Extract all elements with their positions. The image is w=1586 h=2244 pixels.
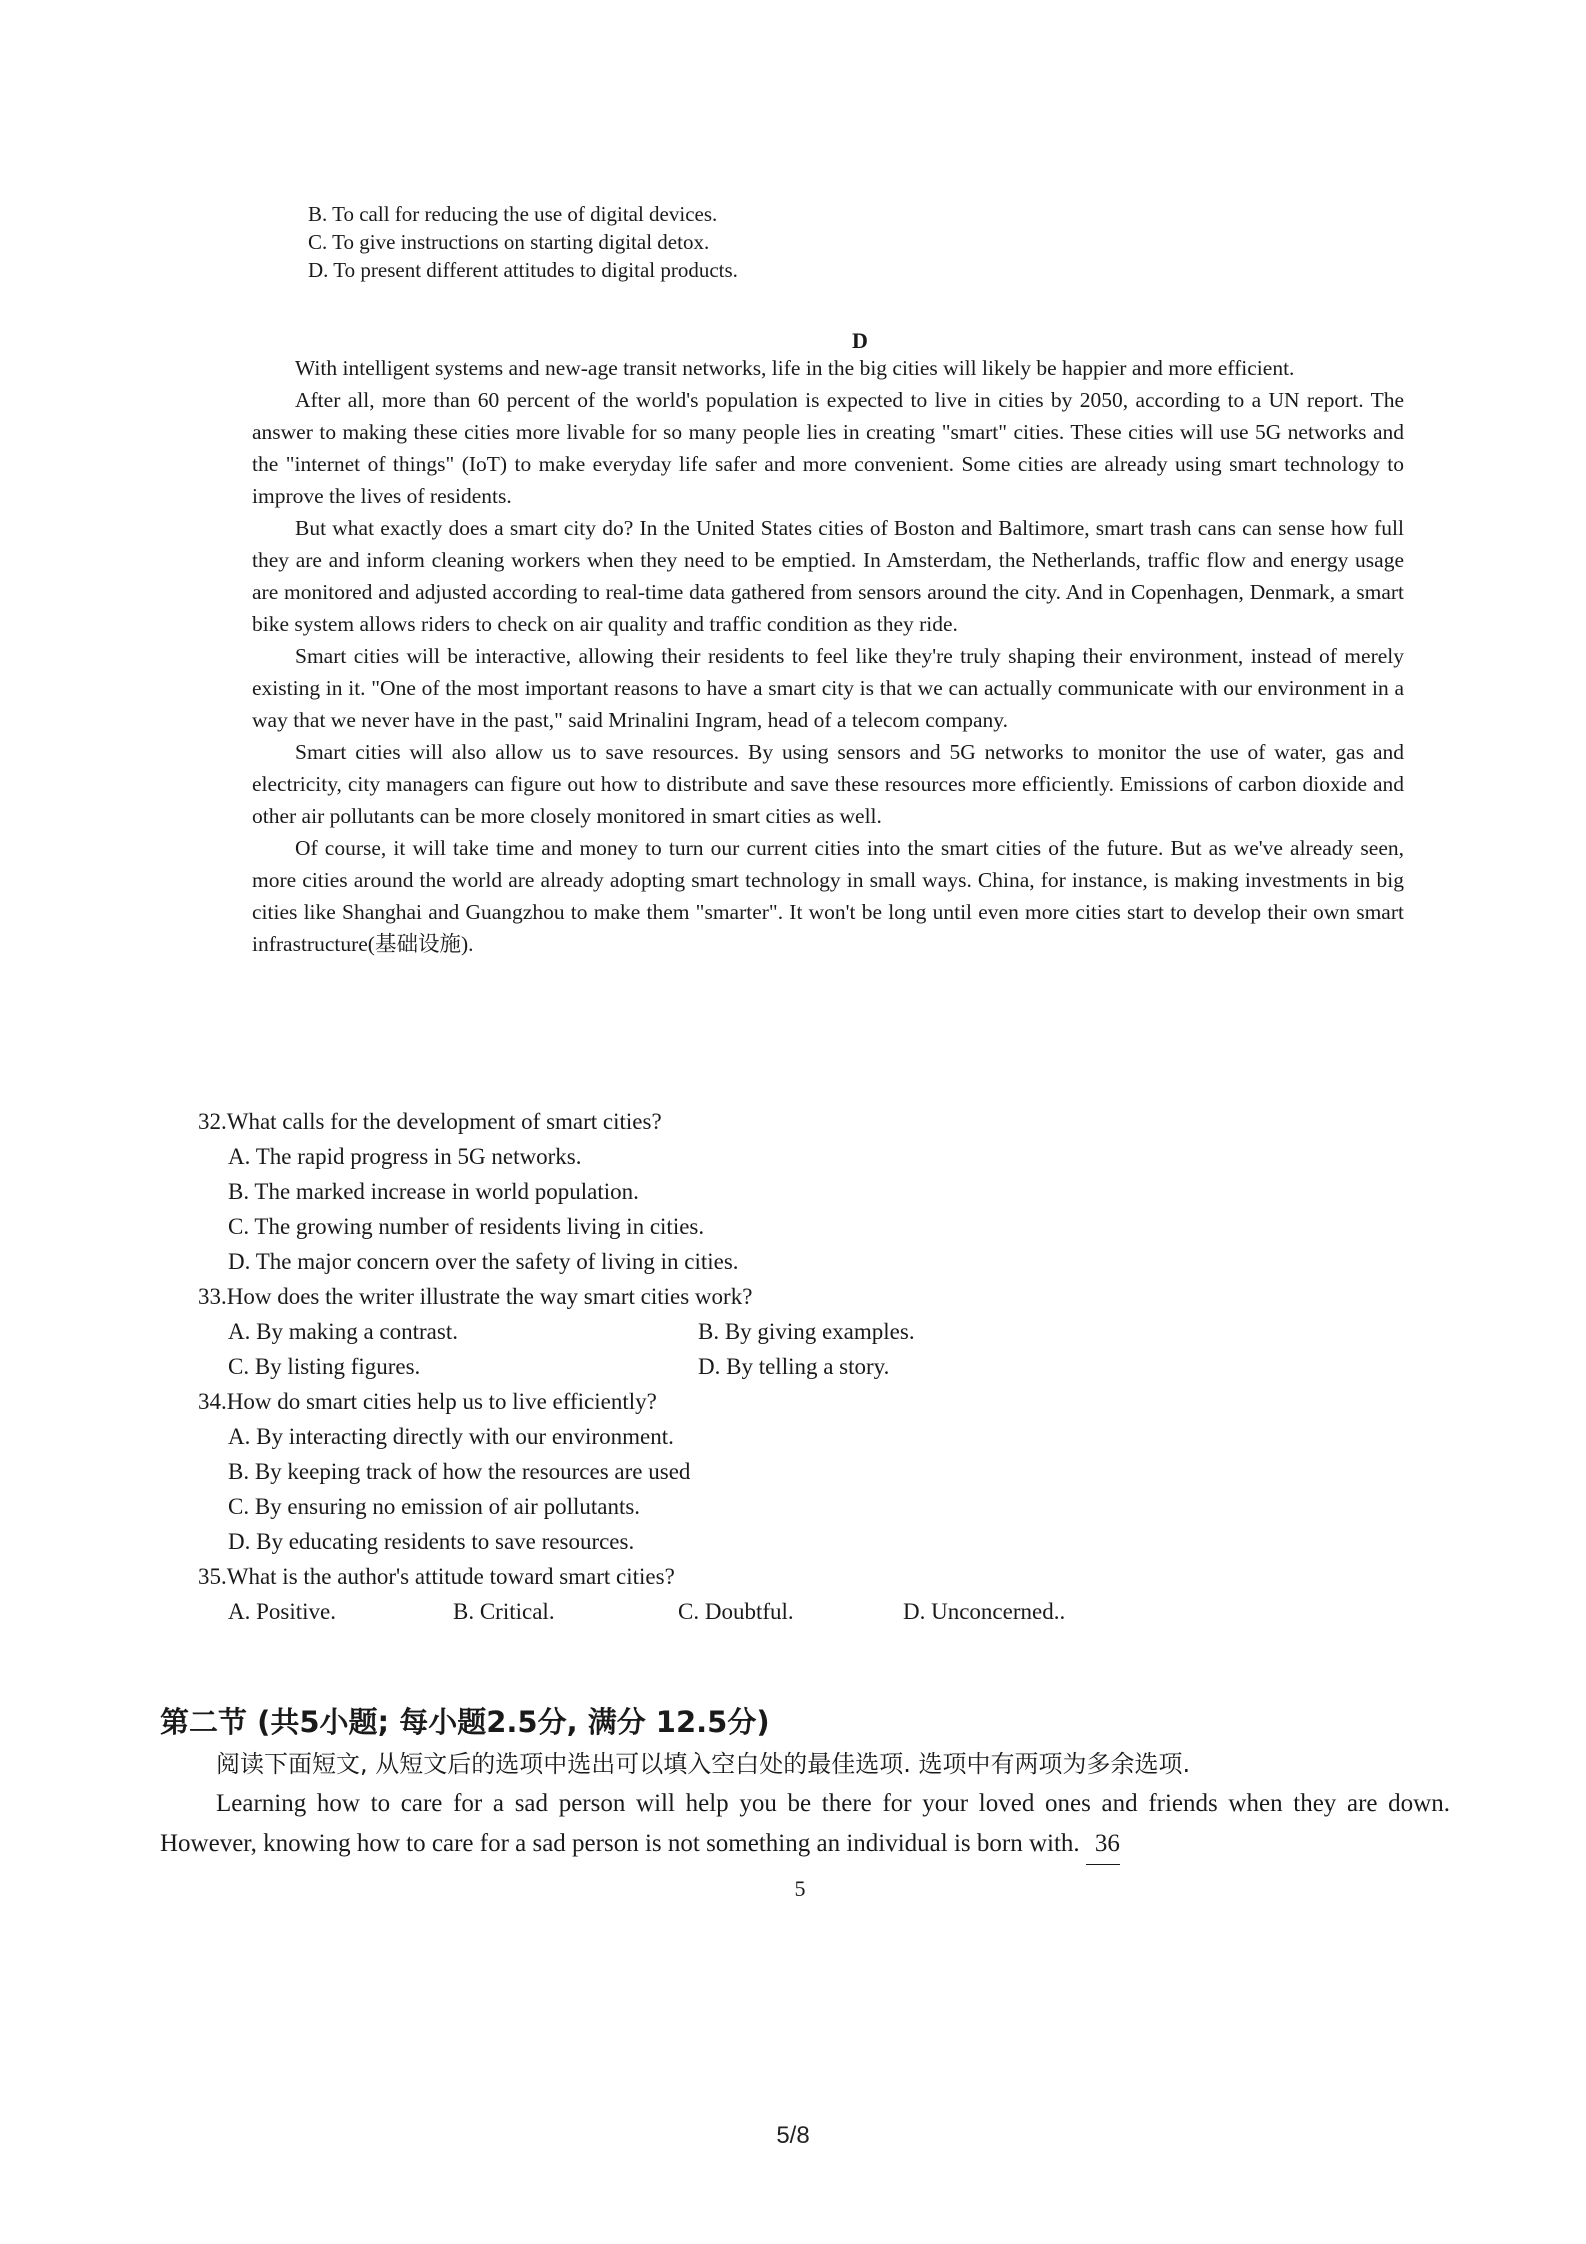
option-d: D. The major concern over the safety of living in cities. xyxy=(228,1249,739,1274)
option-row xyxy=(198,1314,1398,1349)
question-32 xyxy=(198,1104,1398,1279)
section-two xyxy=(160,1700,1450,1865)
option-c: C. The growing number of residents living in cities. xyxy=(228,1214,705,1239)
paragraph-6: Of course, it will take time and money to turn our current cities into the smart cities of the future. But as we've already seen, more cities around the world are already adopting smart technology in small ways. China, for instance, is making investments in big cities like Shanghai and Guangzhou to make them "smarter". It won't be long until even more cities start to develop their own smart infrastructure(基础设施). xyxy=(252,836,1404,956)
option-a: A. Positive. xyxy=(228,1599,336,1624)
section-title: 第二节 (共5小题; 每小题2.5分, 满分 12.5分) xyxy=(160,1705,770,1739)
question-35 xyxy=(198,1559,1398,1629)
question-34 xyxy=(198,1384,1398,1559)
question-list xyxy=(198,1104,1398,1629)
option-b: B. To call for reducing the use of digital devices. xyxy=(308,202,718,226)
question-stem: 32.What calls for the development of smart cities? xyxy=(198,1109,662,1134)
option-b: B. By keeping track of how the resources are used xyxy=(228,1459,691,1484)
option-row xyxy=(198,1349,1398,1384)
paragraph-5: Smart cities will also allow us to save resources. By using sensors and 5G networks to monitor the use of water, gas and electricity, city managers can figure out how to distribute and save these resources more efficiently. Emissions of carbon dioxide and other air pollutants can be more closely monitored in smart cities as well. xyxy=(252,740,1404,828)
option-b: B. The marked increase in world population. xyxy=(228,1179,639,1204)
option-c: C. By ensuring no emission of air pollutants. xyxy=(228,1494,641,1519)
option-d: D. By educating residents to save resources. xyxy=(228,1529,635,1554)
option-a: A. The rapid progress in 5G networks. xyxy=(228,1144,582,1169)
section-passage xyxy=(160,1784,1450,1865)
option-d: D. To present different attitudes to digital products. xyxy=(308,258,738,282)
question-33 xyxy=(198,1279,1398,1384)
previous-question-options xyxy=(308,200,1408,284)
option-d: D. Unconcerned.. xyxy=(903,1599,1066,1624)
blank-36: 36 xyxy=(1086,1824,1120,1865)
option-c: C. Doubtful. xyxy=(678,1599,794,1624)
section-passage-text: Learning how to care for a sad person will help you be there for your loved ones and friends when they are down. However, knowing how to care for a sad person is not something an individual is born with. xyxy=(160,1790,1450,1857)
option-a: A. By interacting directly with our environment. xyxy=(228,1424,674,1449)
option-b: B. Critical. xyxy=(453,1599,555,1624)
option-a: A. By making a contrast. xyxy=(228,1319,458,1344)
paragraph-3: But what exactly does a smart city do? In the United States cities of Boston and Baltimore, smart trash cans can sense how full they are and inform cleaning workers when they need to be emptied. In Amsterdam, the Netherlands, traffic flow and energy usage are monitored and adjusted according to real-time data gathered from sensors around the city. And in Copenhagen, Denmark, a smart bike system allows riders to check on air quality and traffic condition as they ride. xyxy=(252,516,1404,636)
question-stem: 34.How do smart cities help us to live efficiently? xyxy=(198,1389,657,1414)
paragraph-2: After all, more than 60 percent of the world's population is expected to live in cities by 2050, according to a UN report. The answer to making these cities more livable for so many people lies in creating "smart" cities. These cities will use 5G networks and the "internet of things" (IoT) to make everyday life safer and more convenient. Some cities are already using smart technology to improve the lives of residents. xyxy=(252,388,1404,508)
passage-heading: D xyxy=(852,328,868,353)
paragraph-4: Smart cities will be interactive, allowing their residents to feel like they're truly shaping their environment, instead of merely existing in it. "One of the most important reasons to have a smart city is that we can actually communicate with our environment in a way that we never have in the past," said Mrinalini Ingram, head of a telecom company. xyxy=(252,644,1404,732)
option-c: C. By listing figures. xyxy=(228,1354,421,1379)
paragraph-1: With intelligent systems and new-age transit networks, life in the big cities will likely be happier and more efficient. xyxy=(295,356,1295,380)
question-stem: 33.How does the writer illustrate the way smart cities work? xyxy=(198,1284,753,1309)
reading-passage xyxy=(252,352,1404,960)
section-instruction: 阅读下面短文, 从短文后的选项中选出可以填入空白处的最佳选项. 选项中有两项为多余选项. xyxy=(216,1750,1191,1778)
option-b: B. By giving examples. xyxy=(698,1319,915,1344)
page-number: 5 xyxy=(794,1876,806,1901)
page-indicator: 5/8 xyxy=(776,2122,810,2149)
option-c: C. To give instructions on starting digital detox. xyxy=(308,230,710,254)
option-row xyxy=(198,1594,1398,1629)
option-d: D. By telling a story. xyxy=(698,1354,890,1379)
question-stem: 35.What is the author's attitude toward smart cities? xyxy=(198,1564,675,1589)
